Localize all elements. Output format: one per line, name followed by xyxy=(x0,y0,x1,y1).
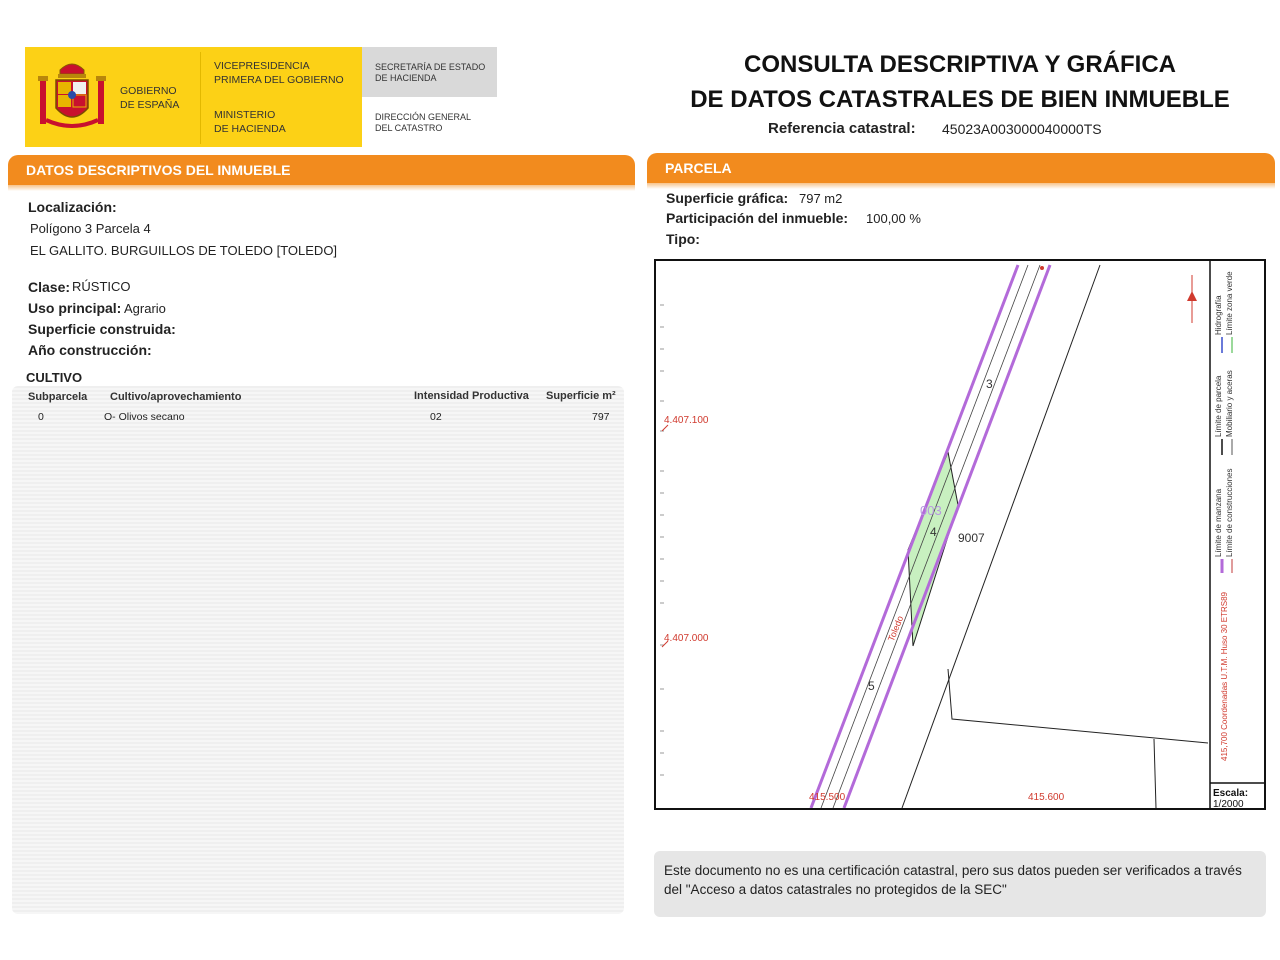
ref-catastral-label: Referencia catastral: xyxy=(768,120,916,137)
vp-line-1: VICEPRESIDENCIA xyxy=(214,60,310,72)
sec-line-2: DE HACIENDA xyxy=(375,73,437,83)
logo-divider xyxy=(200,52,201,144)
cultivo-table xyxy=(12,386,624,914)
min-line-1: MINISTERIO xyxy=(214,109,276,121)
title-line-2: DE DATOS CATASTRALES DE BIEN INMUEBLE xyxy=(690,86,1230,113)
cell-subparcela: 0 xyxy=(38,411,44,423)
localizacion-label: Localización: xyxy=(28,199,117,215)
scale-value: 1/2000 xyxy=(1213,799,1244,810)
legend-limite-parcela: Límite de parcela xyxy=(1214,375,1223,437)
dir-line-2: DEL CATASTRO xyxy=(375,123,443,133)
parcel-number-9007: 9007 xyxy=(958,531,985,545)
min-line-2: DE HACIENDA xyxy=(214,123,286,135)
direccion-label xyxy=(375,112,471,134)
legend-limite-manzana: Límite de manzana xyxy=(1214,488,1223,557)
boundary-5 xyxy=(1154,739,1156,808)
gov-line-1: GOBIERNO xyxy=(120,85,177,97)
disclaimer-text: Este documento no es una certificación catastral, pero sus datos pueden ser verificados a través del "Acceso a datos catastrales no protegidos de la SEC" xyxy=(664,863,1242,897)
clase-label: Clase: xyxy=(28,279,71,295)
uso-principal-value: Agrario xyxy=(124,301,166,316)
road-label-toledo: Toledo xyxy=(886,614,906,643)
legend-hidrografia: Hidrografía xyxy=(1214,295,1223,335)
gov-spain-label xyxy=(120,84,179,112)
dir-line-1: DIRECCIÓN GENERAL xyxy=(375,112,472,122)
superficie-grafica-value: 797 m2 xyxy=(799,191,843,206)
road-line-west xyxy=(811,265,1018,808)
map-ticks xyxy=(660,305,664,775)
map-marker-icon xyxy=(1040,266,1044,270)
x-coord-label-2: 415.600 xyxy=(1028,792,1065,803)
localizacion-line-1: Polígono 3 Parcela 4 xyxy=(30,221,151,236)
superficie-grafica-label: Superficie gráfica: xyxy=(666,190,789,206)
y-coord-label-1: 4.407.100 xyxy=(664,415,709,426)
cell-superficie: 797 xyxy=(592,411,610,423)
x-coord-label-1: 415.500 xyxy=(809,792,846,803)
cell-cultivo: O- Olivos secano xyxy=(104,411,185,423)
ref-catastral-value: 45023A003000040000TS xyxy=(942,121,1102,137)
road-line-east xyxy=(844,265,1050,808)
document-title xyxy=(660,47,1260,117)
projection-label: 415,700 Coordenadas U.T.M. Huso 30 ETRS89 xyxy=(1220,592,1229,761)
coat-of-arms-icon xyxy=(36,58,108,136)
participacion-value: 100,00 % xyxy=(866,211,921,226)
col-intensidad-header: Intensidad Productiva xyxy=(414,390,529,402)
polygon-number-003: 003 xyxy=(920,503,942,518)
gov-line-2: DE ESPAÑA xyxy=(120,99,180,111)
vp-line-2: PRIMERA DEL GOBIERNO xyxy=(214,74,344,86)
vicepresidencia-label xyxy=(214,59,344,87)
ministerio-label xyxy=(214,108,286,136)
clase-value: RÚSTICO xyxy=(72,279,131,294)
cadastral-map xyxy=(654,259,1266,810)
col-superficie-header: Superficie m² xyxy=(546,390,616,402)
north-arrow-icon xyxy=(1187,275,1197,323)
sec-line-1: SECRETARÍA DE ESTADO xyxy=(375,62,486,72)
legend-mobiliario-aceras: Mobiliario y aceras xyxy=(1225,370,1234,437)
anio-construccion-label: Año construcción: xyxy=(28,342,152,358)
col-subparcela-header: Subparcela xyxy=(28,391,88,403)
parcel-number-4: 4 xyxy=(930,525,937,539)
boundary-4 xyxy=(948,669,1208,743)
superficie-construida-label: Superficie construida: xyxy=(28,321,176,337)
boundary-1 xyxy=(821,265,1028,808)
title-line-1: CONSULTA DESCRIPTIVA Y GRÁFICA xyxy=(743,51,1177,78)
scale-label: Escala: xyxy=(1213,788,1249,799)
legend-limite-zona-verde: Límite zona verde xyxy=(1225,271,1234,335)
disclaimer-note xyxy=(654,851,1266,917)
localizacion-line-2: EL GALLITO. BURGUILLOS DE TOLEDO [TOLEDO] xyxy=(30,243,338,258)
tipo-label: Tipo: xyxy=(666,231,700,247)
datos-descriptivos-section-header xyxy=(8,155,635,191)
parcel-number-5: 5 xyxy=(868,679,875,693)
datos-descriptivos-title: DATOS DESCRIPTIVOS DEL INMUEBLE xyxy=(8,155,635,185)
legend-limite-construcciones: Límite de construcciones xyxy=(1225,468,1234,557)
cell-intensidad: 02 xyxy=(430,411,442,423)
participacion-label: Participación del inmueble: xyxy=(666,210,849,226)
parcela-section-header xyxy=(647,153,1275,189)
parcel-number-3: 3 xyxy=(986,377,993,391)
col-cultivo-header: Cultivo/aprovechamiento xyxy=(110,391,242,403)
table-row xyxy=(12,408,624,426)
cultivo-title: CULTIVO xyxy=(26,370,83,385)
uso-principal-label: Uso principal: xyxy=(28,300,122,316)
secretaria-label xyxy=(375,62,485,84)
section-header-shadow xyxy=(647,183,1275,189)
parcela-title: PARCELA xyxy=(647,153,1275,183)
y-coord-label-2: 4.407.000 xyxy=(664,633,709,644)
section-header-shadow xyxy=(8,185,635,191)
